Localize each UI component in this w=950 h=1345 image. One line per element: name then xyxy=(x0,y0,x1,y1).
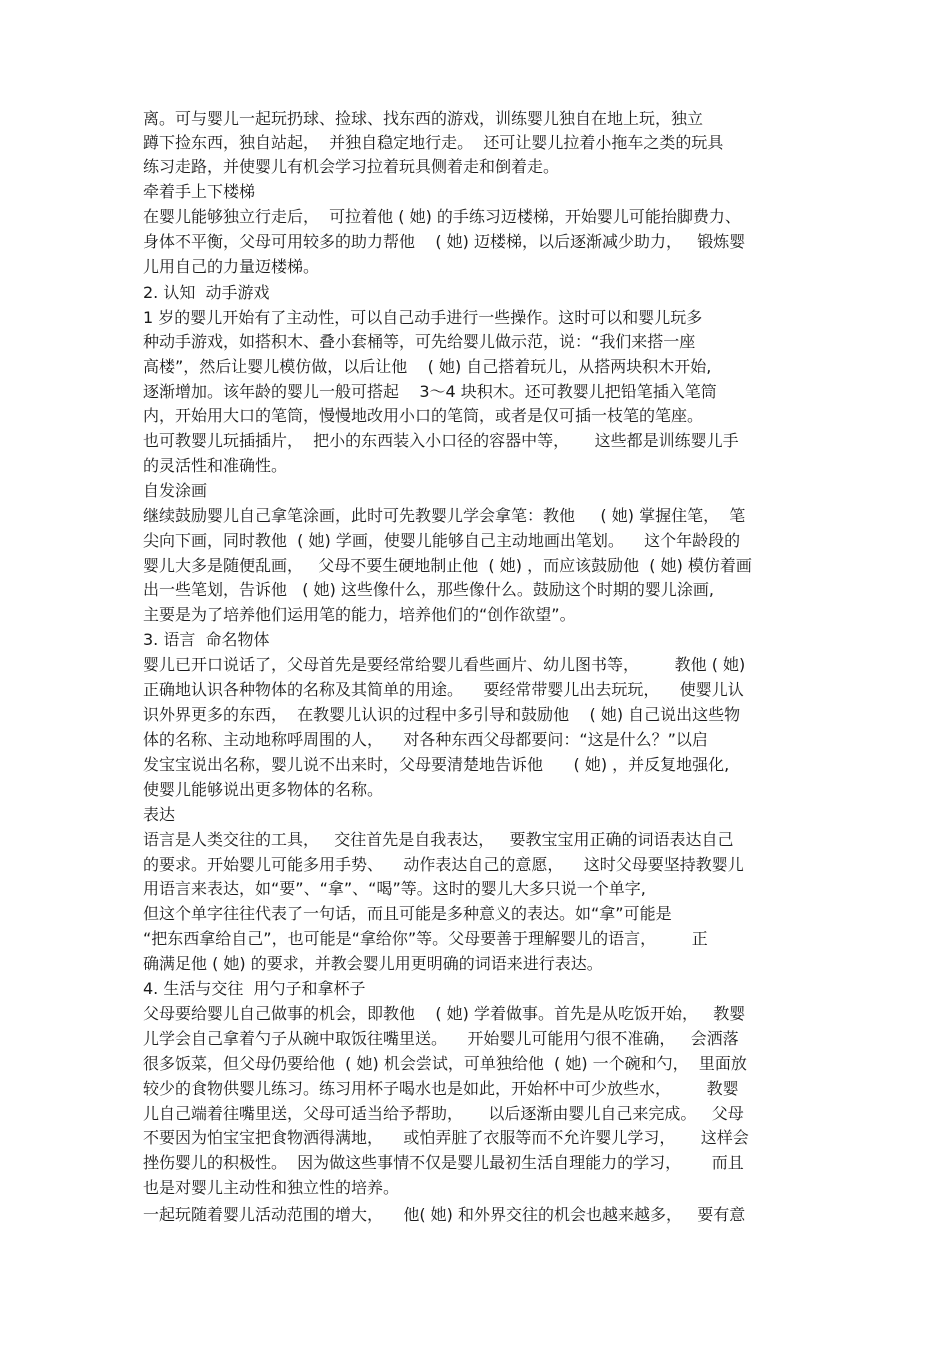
text-line: 主要是为了培养他们运用笔的能力，培养他们的“创作欲望”。 xyxy=(143,605,576,624)
text-line: 使婴儿能够说出更多物体的名称。 xyxy=(143,780,384,799)
text-line: 一起玩随着婴儿活动范围的增大， 他( 她) 和外界交往的机会也越来越多， 要有意 xyxy=(143,1205,746,1224)
text-line: 婴儿大多是随便乱画， 父母不要生硬地制止他 ( 她) ，而应该鼓励他 ( 她) 模仿着画 xyxy=(143,556,752,575)
text-line: 儿学会自己拿着勺子从碗中取饭往嘴里送。 开始婴儿可能用勺很不准确， 会洒落 xyxy=(143,1029,739,1048)
text-line: 识外界更多的东西， 在教婴儿认识的过程中多引导和鼓励他 ( 她) 自己说出这些物 xyxy=(143,705,741,724)
text-line: 确满足他 ( 她) 的要求，并教会婴儿用更明确的词语来进行表达。 xyxy=(143,954,603,973)
text-line: 较少的食物供婴儿练习。练习用杯子喝水也是如此，开始杯中可少放些水， 教婴 xyxy=(143,1079,739,1098)
text-line: 1 岁的婴儿开始有了主动性，可以自己动手进行一些操作。这时可以和婴儿玩多 xyxy=(143,308,703,327)
text-line: 儿用自己的力量迈楼梯。 xyxy=(143,257,320,276)
section-heading: 自发涂画 xyxy=(143,481,208,500)
text-line: 也可教婴儿玩插插片， 把小的东西装入小口径的容器中等， 这些都是训练婴儿手 xyxy=(143,431,739,450)
text-line: 内，开始用大口的笔筒，慢慢地改用小口的笔筒，或者是仅可插一枝笔的笔座。 xyxy=(143,406,704,425)
text-line: 用语言来表达，如“要”、“拿”、“喝”等。这时的婴儿大多只说一个单字, xyxy=(143,879,646,898)
section-heading: 2. 认知 动手游戏 xyxy=(143,283,270,302)
text-line: 的灵活性和准确性。 xyxy=(143,456,288,475)
section-heading: 牵着手上下楼梯 xyxy=(143,182,256,201)
text-line: 但这个单字往往代表了一句话，而且可能是多种意义的表达。如“拿”可能是 xyxy=(143,904,672,923)
text-line: 高楼”，然后让婴儿模仿做，以后让他 ( 她) 自己搭着玩儿，从搭两块积木开始, xyxy=(143,357,712,376)
text-line: 儿自己端着往嘴里送，父母可适当给予帮助， 以后逐渐由婴儿自己来完成。 父母 xyxy=(143,1104,744,1123)
text-line: 挫伤婴儿的积极性。 因为做这些事情不仅是婴儿最初生活自理能力的学习， 而且 xyxy=(143,1153,744,1172)
text-line: 种动手游戏，如搭积木、叠小套桶等，可先给婴儿做示范，说：“我们来搭一座 xyxy=(143,332,696,351)
text-line: 正确地认识各种物体的名称及其简单的用途。 要经常带婴儿出去玩玩， 使婴儿认 xyxy=(143,680,744,699)
text-line: 身体不平衡，父母可用较多的助力帮他 ( 她) 迈楼梯，以后逐渐减少助力， 锻炼婴 xyxy=(143,232,746,251)
text-line: 在婴儿能够独立行走后， 可拉着他 ( 她) 的手练习迈楼梯，开始婴儿可能抬脚费力、 xyxy=(143,207,741,226)
text-line: 父母要给婴儿自己做事的机会，即教他 ( 她) 学着做事。首先是从吃饭开始， 教婴 xyxy=(143,1004,746,1023)
text-line: 不要因为怕宝宝把食物洒得满地， 或怕弄脏了衣服等而不允许婴儿学习， 这样会 xyxy=(143,1128,749,1147)
text-line: 很多饭菜，但父母仍要给他 ( 她) 机会尝试，可单独给他 ( 她) 一个碗和勺， 里面放 xyxy=(143,1054,747,1073)
text-line: 练习走路，并使婴儿有机会学习拉着玩具侧着走和倒着走。 xyxy=(143,157,560,176)
section-heading: 4. 生活与交往 用勺子和拿杯子 xyxy=(143,979,366,998)
text-line: 出一些笔划，告诉他 ( 她) 这些像什么，那些像什么。鼓励这个时期的婴儿涂画, xyxy=(143,580,715,599)
text-line: 婴儿已开口说话了，父母首先是要经常给婴儿看些画片、幼儿图书等， 教他 ( 她) xyxy=(143,655,746,674)
text-line: 尖向下画，同时教他 ( 她) 学画，使婴儿能够自己主动地画出笔划。 这个年龄段的 xyxy=(143,531,741,550)
text-line: 离。可与婴儿一起玩扔球、捡球、找东西的游戏，训练婴儿独自在地上玩，独立 xyxy=(143,109,704,128)
text-line: 的要求。开始婴儿可能多用手势、 动作表达自己的意愿， 这时父母要坚持教婴儿 xyxy=(143,855,744,874)
text-line: 继续鼓励婴儿自己拿笔涂画，此时可先教婴儿学会拿笔：教他 ( 她) 掌握住笔， 笔 xyxy=(143,506,746,525)
section-heading: 表达 xyxy=(143,805,176,824)
section-heading: 3. 语言 命名物体 xyxy=(143,630,270,649)
text-line: 体的名称、主动地称呼周围的人， 对各种东西父母都要问：“这是什么？”以启 xyxy=(143,730,708,749)
text-line: 蹲下捡东西，独自站起， 并独自稳定地行走。 还可让婴儿拉着小拖车之类的玩具 xyxy=(143,133,724,152)
text-line: 发宝宝说出名称，婴儿说不出来时，父母要清楚地告诉他 ( 她) ，并反复地强化, xyxy=(143,755,730,774)
text-line: 语言是人类交往的工具， 交往首先是自我表达， 要教宝宝用正确的词语表达自己 xyxy=(143,830,734,849)
text-line: 也是对婴儿主动性和独立性的培养。 xyxy=(143,1178,400,1197)
text-line: 逐渐增加。该年龄的婴儿一般可搭起 3～4 块积木。还可教婴儿把铅笔插入笔筒 xyxy=(143,382,717,401)
text-line: “把东西拿给自己”，也可能是“拿给你”等。父母要善于理解婴儿的语言， 正 xyxy=(143,929,708,948)
